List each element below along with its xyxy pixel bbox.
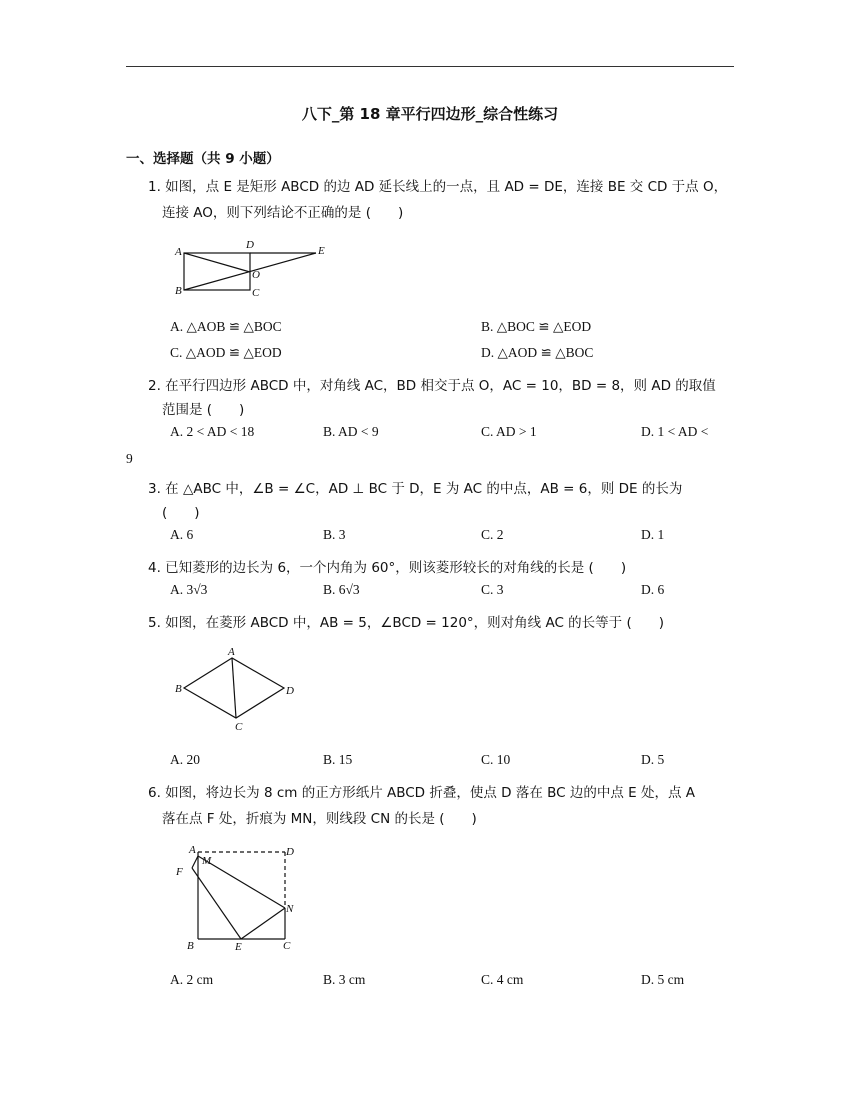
q2-option-d[interactable]: D. 1 < AD < bbox=[641, 424, 709, 439]
q5-option-b[interactable]: B. 15 bbox=[323, 752, 353, 767]
q6-option-d[interactable]: D. 5 cm bbox=[641, 972, 685, 987]
q1-option-c[interactable]: C. △AOD ≌ △EOD bbox=[170, 345, 282, 360]
q1-label-e: E bbox=[318, 245, 325, 257]
q3-option-c[interactable]: C. 2 bbox=[481, 527, 504, 542]
question-4-line-1: 4. 已知菱形的边长为 6，一个内角为 60°，则该菱形较长的对角线的长是 ( ) bbox=[148, 560, 627, 576]
q5-label-b: B bbox=[175, 683, 182, 695]
q6-label-c: C bbox=[283, 940, 291, 952]
q1-label-a: A bbox=[175, 246, 182, 258]
q2-option-b[interactable]: B. AD < 9 bbox=[323, 424, 379, 439]
question-6-line-1: 6. 如图，将边长为 8 cm 的正方形纸片 ABCD 折叠，使点 D 落在 BC 边的中点 E 处，点 A bbox=[148, 785, 696, 801]
q3-option-a[interactable]: A. 6 bbox=[170, 527, 194, 542]
question-3-line-1: 3. 在 △ABC 中，∠B = ∠C，AD ⊥ BC 于 D，E 为 AC 的中点，AB = 6，则 DE 的长为 bbox=[148, 481, 683, 497]
header-rule bbox=[126, 66, 734, 67]
question-6-line-2: 落在点 F 处，折痕为 MN，则线段 CN 的长是 ( ) bbox=[162, 811, 477, 827]
question-6-figure bbox=[170, 838, 310, 956]
page-title: 八下_第 18 章平行四边形_综合性练习 bbox=[301, 105, 559, 123]
section-heading: 一、选择题（共 9 小题） bbox=[126, 151, 280, 167]
question-2-line-1: 2. 在平行四边形 ABCD 中，对角线 AC，BD 相交于点 O，AC = 10，BD = 8，则 AD 的取值 bbox=[148, 378, 716, 394]
q3-option-b[interactable]: B. 3 bbox=[323, 527, 346, 542]
q1-option-a[interactable]: A. △AOB ≌ △BOC bbox=[170, 319, 282, 334]
q6-label-b: B bbox=[187, 940, 194, 952]
q4-option-b[interactable]: B. 6√3 bbox=[323, 582, 360, 597]
question-5-figure bbox=[172, 644, 302, 736]
q6-label-a: A bbox=[189, 844, 196, 856]
q5-option-a[interactable]: A. 20 bbox=[170, 752, 200, 767]
q4-option-d[interactable]: D. 6 bbox=[641, 582, 665, 597]
q4-option-a[interactable]: A. 3√3 bbox=[170, 582, 208, 597]
q1-label-c: C bbox=[252, 287, 260, 299]
q1-label-b: B bbox=[175, 285, 182, 297]
q3-option-d[interactable]: D. 1 bbox=[641, 527, 665, 542]
question-1-line-1: 1. 如图，点 E 是矩形 ABCD 的边 AD 延长线上的一点，且 AD = DE，连接 BE 交 CD 于点 O， bbox=[148, 179, 728, 195]
q4-option-c[interactable]: C. 3 bbox=[481, 582, 504, 597]
q6-option-a[interactable]: A. 2 cm bbox=[170, 972, 214, 987]
q2-option-a[interactable]: A. 2 < AD < 18 bbox=[170, 424, 255, 439]
q6-label-d: D bbox=[286, 846, 294, 858]
question-5-line-1: 5. 如图，在菱形 ABCD 中，AB = 5，∠BCD = 120°，则对角线 AC 的长等于 ( ) bbox=[148, 615, 665, 631]
q5-option-d[interactable]: D. 5 bbox=[641, 752, 665, 767]
q2-option-d-wrap: 9 bbox=[126, 451, 133, 466]
q6-option-c[interactable]: C. 4 cm bbox=[481, 972, 524, 987]
q5-label-a: A bbox=[228, 646, 235, 658]
q5-label-c: C bbox=[235, 721, 243, 733]
q6-label-m: M bbox=[202, 855, 212, 867]
q1-label-o: O bbox=[252, 269, 260, 281]
question-2-line-2: 范围是 ( ) bbox=[162, 402, 245, 418]
q1-label-d: D bbox=[246, 239, 254, 251]
q6-label-f: F bbox=[176, 866, 183, 878]
q6-option-b[interactable]: B. 3 cm bbox=[323, 972, 366, 987]
q5-label-d: D bbox=[286, 685, 294, 697]
q6-label-n: N bbox=[286, 903, 294, 915]
question-1-line-2: 连接 AO，则下列结论不正确的是 ( ) bbox=[162, 205, 404, 221]
q1-option-b[interactable]: B. △BOC ≌ △EOD bbox=[481, 319, 592, 334]
question-1-figure bbox=[168, 236, 343, 300]
question-3-line-2: ( ) bbox=[162, 505, 200, 521]
q2-option-c[interactable]: C. AD > 1 bbox=[481, 424, 537, 439]
q1-option-d[interactable]: D. △AOD ≌ △BOC bbox=[481, 345, 594, 360]
q6-label-e: E bbox=[235, 941, 242, 953]
q5-option-c[interactable]: C. 10 bbox=[481, 752, 511, 767]
